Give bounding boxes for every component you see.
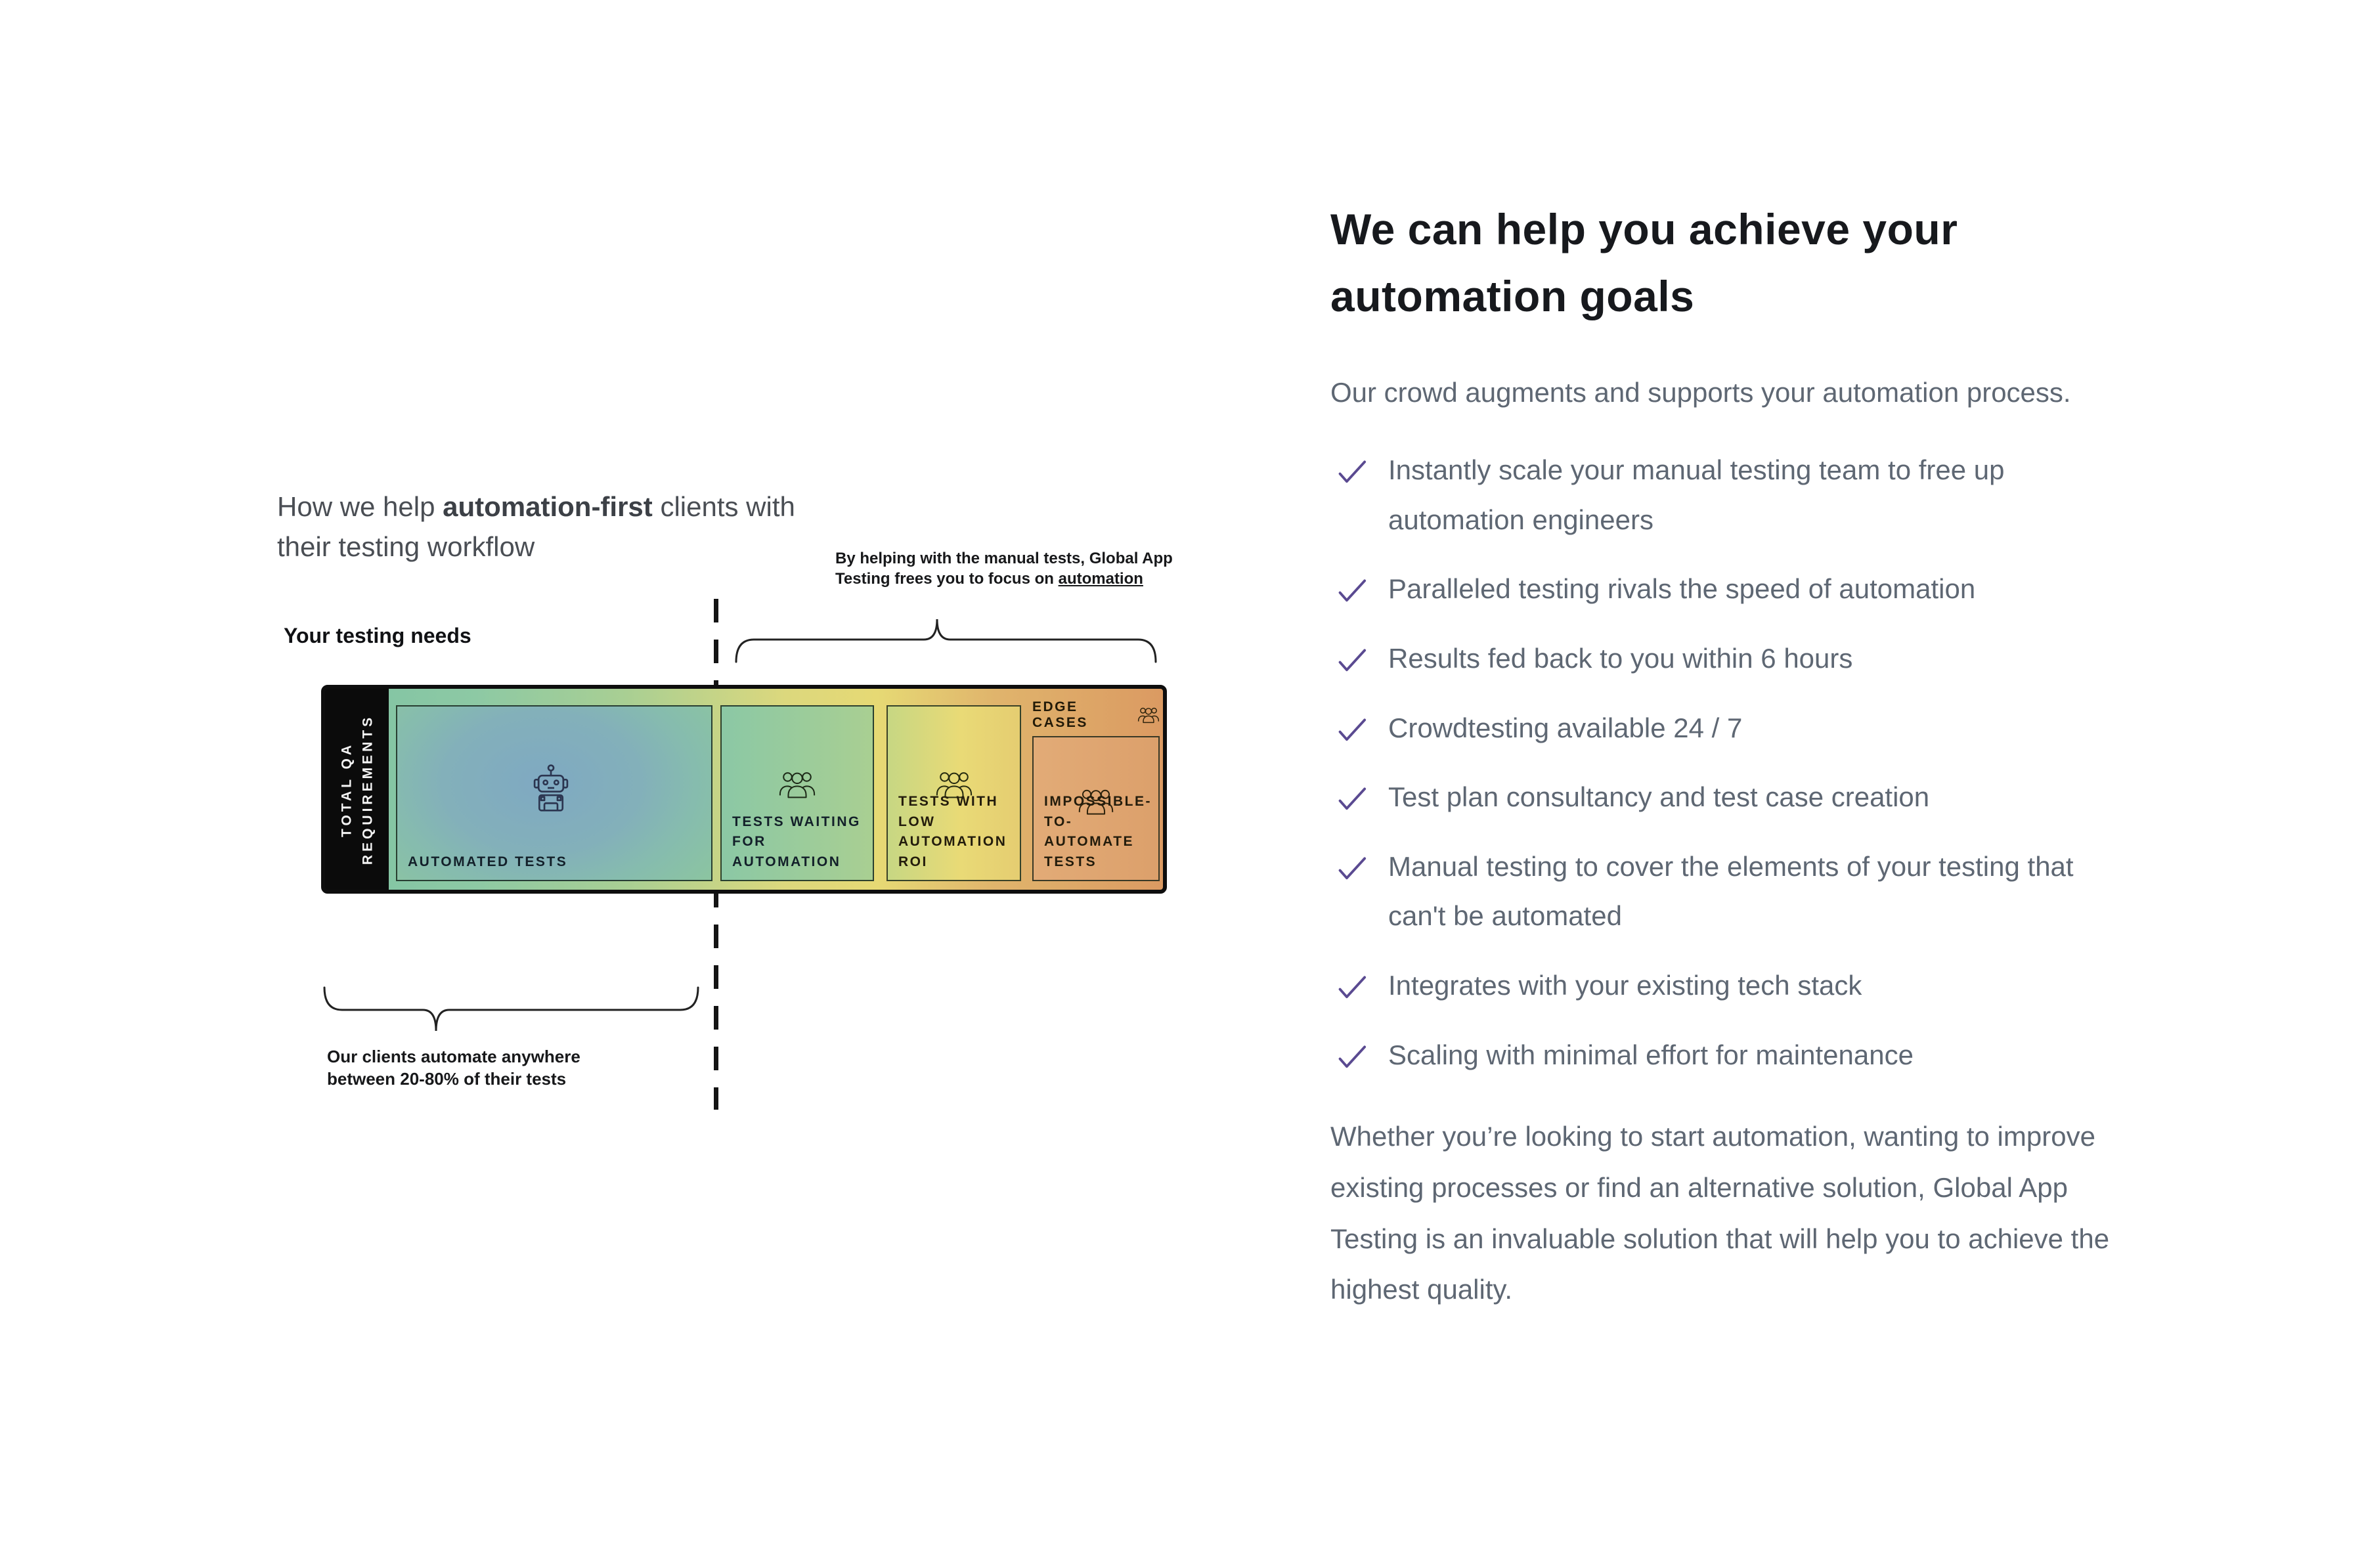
diagram-title-suffix: clients with their testing workflow [277,491,795,562]
checklist-item [1330,564,2112,614]
checklist-item [1330,842,2112,941]
checklist-item-text: Paralleled testing rivals the speed of automation [1388,573,1976,605]
manual-tests-note-text: By helping with the manual tests, Global App Testing frees you to focus on [835,550,1173,588]
edge-cases-label: EDGE CASES [1032,699,1088,730]
checklist-item [1330,1030,2112,1080]
section-label: TESTS WAITING FOR AUTOMATION [732,814,861,869]
qa-requirements-bar [321,685,1167,894]
checklist-item [1330,961,2112,1011]
checklist-item [1330,634,2112,684]
bottom-brace [322,984,700,1036]
section-tests-waiting-for-automation [720,705,874,881]
checklist-item [1330,772,2112,822]
checklist-item-text: Crowdtesting available 24 / 7 [1388,712,1743,743]
checklist-item-text: Results fed back to you within 6 hours [1388,643,1853,674]
diagram-title-prefix: How we help [277,491,443,522]
closing-paragraph: Whether you’re looking to start automation, wanting to improve existing processes or find an alternative solution, Global App Testing is an invaluable solution that will help you to achieve the highest quality. [1330,1121,2110,1305]
section-impossible-to-automate [1032,736,1160,881]
diagram-title [277,487,816,567]
manual-tests-note [835,549,1210,589]
checklist-item-text: Instantly scale your manual testing team to free up automation engineers [1388,454,2005,535]
clients-automate-note: Our clients automate anywhere between 20-80% of their tests [327,1047,580,1089]
people-icon [1137,706,1160,724]
check-icon [1338,787,1367,812]
check-icon [1338,578,1367,603]
top-brace [734,616,1158,667]
check-icon [1338,856,1367,881]
checklist-item [1330,445,2112,544]
page-title-line-2: automation goals [1330,272,1695,321]
diagram-title-bold: automation-first [443,491,653,522]
check-icon [1338,975,1367,1000]
check-icon [1338,460,1367,485]
content-column [1330,196,2122,1315]
checklist-item-text: Manual testing to cover the elements of your testing that can't be automated [1388,850,2074,932]
section-label: IMPOSSIBLE-TO-AUTOMATE TESTS [1044,794,1152,869]
benefits-checklist [1330,445,2112,1079]
edge-cases-header [1032,699,1160,731]
checklist-item-text: Scaling with minimal effort for maintenance [1388,1039,1914,1070]
check-icon [1338,648,1367,673]
checklist-item-text: Integrates with your existing tech stack [1388,970,1862,1001]
page-title [1330,196,2122,330]
check-icon [1338,1045,1367,1070]
total-qa-band-label: TOTAL QA REQUIREMENTS [339,714,375,865]
section-tests-low-automation-roi [886,705,1021,881]
testing-needs-label: Your testing needs [284,624,471,647]
automation-link[interactable]: automation [1058,569,1143,588]
checklist-item [1330,703,2112,753]
intro-text: Our crowd augments and supports your automation process. [1330,376,2071,408]
total-qa-band [325,689,389,890]
section-label: TESTS WITH LOW AUTOMATION ROI [898,794,1007,869]
checklist-item-text: Test plan consultancy and test case creation [1388,781,1930,813]
section-automated-tests [396,705,712,881]
robot-icon [531,764,571,812]
page-title-line-1: We can help you achieve your [1330,205,1958,253]
people-icon [778,769,816,800]
check-icon [1338,718,1367,743]
section-label: AUTOMATED TESTS [408,854,568,869]
